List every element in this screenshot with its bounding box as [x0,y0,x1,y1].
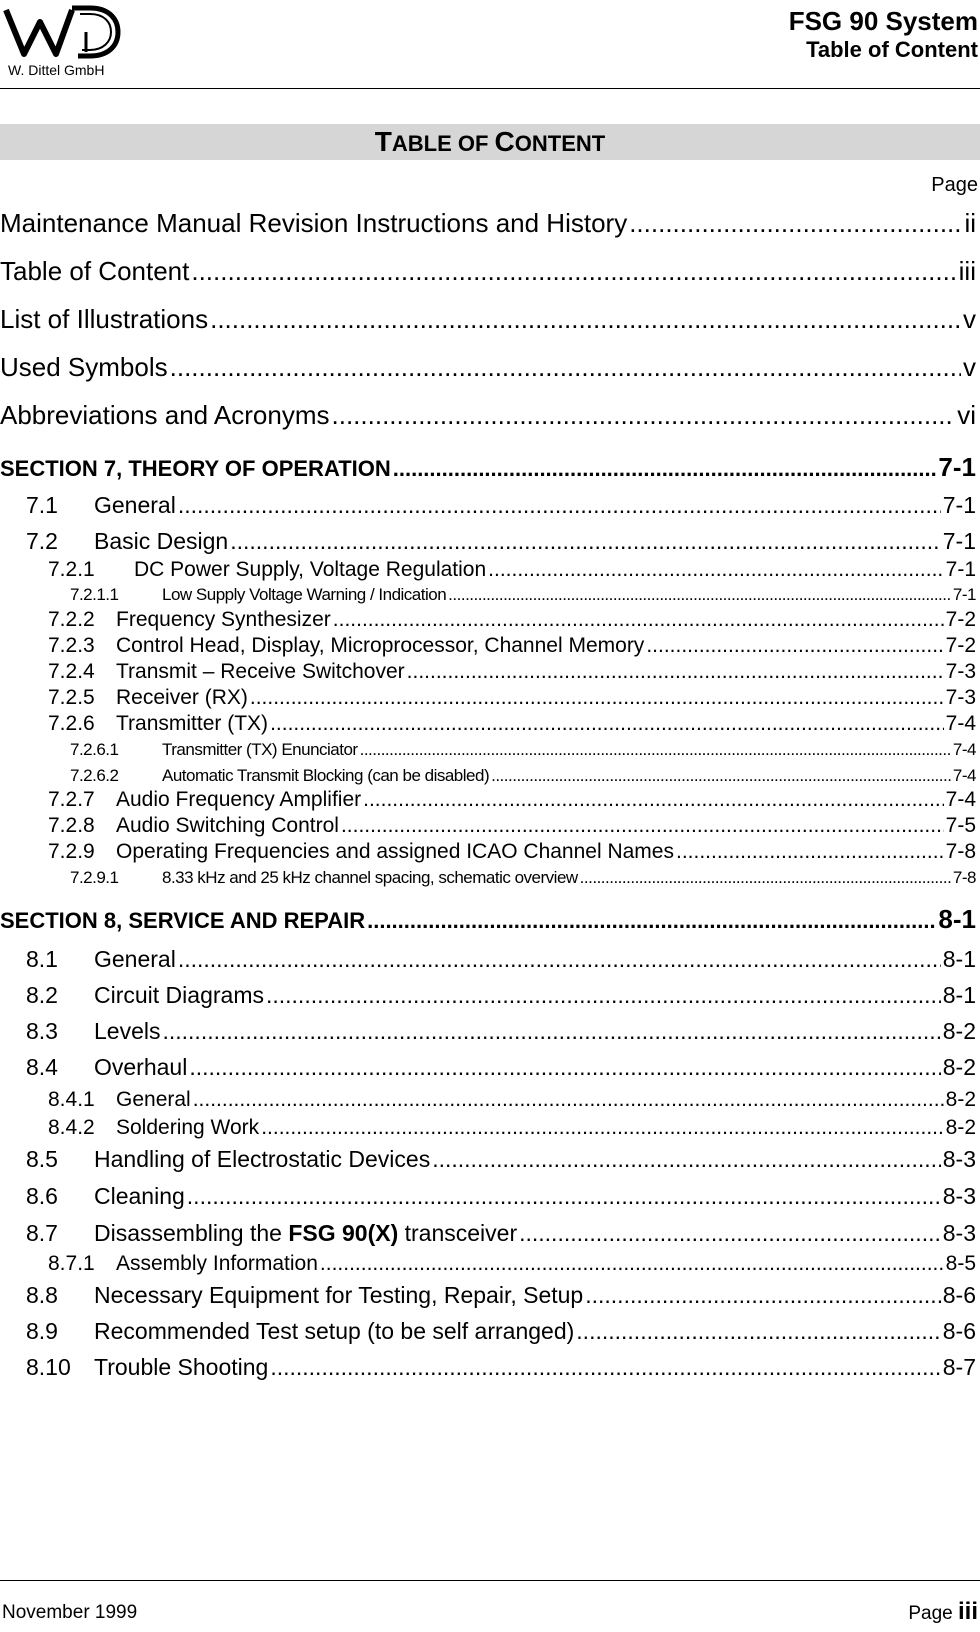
toc-entry[interactable] [48,840,976,864]
toc-leader [191,256,956,287]
toc-entry-page: 7-4 [952,740,976,759]
toc-entry-page: 7-2 [945,634,976,657]
toc-entry[interactable] [48,1116,976,1140]
toc-leader [363,788,944,812]
toc-entry[interactable] [48,660,976,684]
toc-leader [178,492,941,519]
footer-page-value: iii [957,1598,978,1625]
toc-leader [210,304,961,335]
toc-entry-page: iii [958,256,976,286]
toc-entry-title: Operating Frequencies and assigned ICAO Channel Names [116,840,674,863]
company-logo [2,2,122,76]
banner-cap-2: C [494,126,515,157]
toc-entry-page: 7-5 [945,814,976,837]
toc-section-title: SECTION 7, THEORY OF OPERATION [0,456,391,481]
toc-leader [341,814,944,838]
toc-entry[interactable] [0,400,976,434]
toc-entry-title: Overhaul [94,1054,188,1080]
toc-entry-title: Basic Design [94,528,229,554]
toc-entry-page: 8-1 [942,982,976,1008]
toc-entry[interactable] [70,740,976,760]
toc-entry[interactable] [48,788,976,812]
toc-entry-number: 8.4.1 [48,1088,95,1111]
toc-entry-page: 8-3 [942,1146,976,1172]
toc-entry-title: Control Head, Display, Microprocessor, Channel Memory [116,634,645,657]
toc-entry-number: 8.1 [26,946,58,972]
toc-leader [585,1282,941,1309]
toc-entry[interactable] [48,814,976,838]
toc-leader [189,1054,940,1081]
toc-entry-page: 8-2 [942,1054,976,1080]
toc-leader [432,1146,941,1173]
page-header [0,0,980,90]
toc-entry-page: 8-2 [942,1018,976,1044]
toc-entry-page: 8-2 [945,1116,976,1139]
toc-entry-number: 7.2.2 [48,608,95,631]
toc-entry-page: 7-4 [945,712,976,735]
toc-entry-number: 7.2.6.1 [70,740,119,759]
toc-entry[interactable] [70,868,976,888]
toc-entry-title: Maintenance Manual Revision Instructions and History [0,208,628,238]
toc-entry-title: General [94,492,176,518]
toc-entry[interactable] [26,492,976,519]
toc-entry-title: Automatic Transmit Blocking (can be disabled) [162,766,490,785]
toc-entry-title: 8.33 kHz and 25 kHz channel spacing, schematic overview [162,868,578,887]
toc-entry-number: 8.6 [26,1183,58,1209]
toc-leader [187,1183,941,1210]
toc-entry[interactable] [48,634,976,658]
toc-entry-page: 8-6 [942,1318,976,1344]
toc-leader [266,982,941,1009]
wd-logo-icon [2,2,122,62]
toc-entry-number: 7.2.9.1 [70,868,119,887]
toc-entry-number: 8.7 [26,1220,58,1246]
toc-entry-page: 8-6 [942,1282,976,1308]
toc-leader [367,908,936,934]
toc-leader [488,558,943,582]
toc-entry[interactable] [48,558,976,582]
toc-entry-number: 7.2.5 [48,686,95,709]
toc-entry-title: Low Supply Voltage Warning / Indication [162,585,447,604]
footer-date: November 1999 [2,1602,138,1623]
toc-entry-title: Used Symbols [0,352,168,382]
toc-entry-page: 7-1 [952,585,976,604]
toc-entry[interactable] [26,1146,976,1173]
toc-leader [170,352,961,383]
toc-leader [250,686,944,710]
header-divider [0,88,980,89]
toc-leader [333,608,944,632]
toc-entry[interactable] [70,766,976,786]
toc-entry[interactable] [48,1088,976,1112]
toc-leader [629,208,962,239]
toc-title-part: Disassembling the [94,1220,289,1246]
toc-entry-number: 7.2.6 [48,712,95,735]
footer-page-prefix: Page [908,1603,953,1624]
toc-entry-page: 7-3 [945,686,976,709]
toc-entry-page: 7-1 [942,528,976,554]
logo-caption: W. Dittel GmbH [8,62,105,78]
toc-entry-number: 7.2.6.2 [70,766,119,785]
toc-entry-number: 8.4.2 [48,1116,95,1139]
toc-leader [393,456,937,482]
toc-entry-page: 7-8 [945,840,976,863]
toc-entry[interactable] [26,946,976,973]
toc-entry-title: Audio Switching Control [116,814,339,837]
toc-entry-page: 7-4 [945,788,976,811]
toc-entry-number: 8.9 [26,1318,58,1344]
toc-entry[interactable] [48,712,976,736]
toc-entry-title: General [94,946,176,972]
toc-entry[interactable] [26,1054,976,1081]
toc-entry-title: Transmit – Receive Switchover [116,660,405,683]
toc-entry-number: 7.2.4 [48,660,95,683]
toc-entry[interactable] [26,1018,976,1045]
toc-leader [519,1220,941,1247]
toc-entry-number: 8.2 [26,982,58,1008]
toc-leader [360,740,951,760]
toc-entry-number: 7.2.9 [48,840,95,863]
toc-entry[interactable] [26,1220,976,1247]
product-name: FSG 90(X) [288,1220,399,1246]
toc-entry-number: 8.3 [26,1018,58,1044]
toc-entry-title: Necessary Equipment for Testing, Repair, Setup [94,1282,584,1308]
toc-leader [580,868,951,888]
toc-entry-title: DC Power Supply, Voltage Regulation [134,558,487,581]
toc-entry-number: 8.8 [26,1282,58,1308]
toc-entry-page: 8-1 [942,946,976,972]
toc-leader [230,528,941,555]
toc-entry-title: Levels [94,1018,161,1044]
toc-entry-number: 8.10 [26,1354,71,1380]
toc-entry-title: Cleaning [94,1183,185,1209]
toc-leader [270,1354,940,1381]
toc-leader [320,1252,944,1276]
toc-leader [270,712,944,736]
toc-entry-number: 7.2.8 [48,814,95,837]
toc-leader [193,1088,944,1112]
document-title-line2: Table of Content [806,37,978,62]
toc-entry[interactable] [0,304,976,338]
toc-entry[interactable] [26,1282,976,1309]
toc-leader [162,1018,940,1045]
toc-entry-page: v [963,304,976,334]
toc-entry-page: vi [957,400,976,430]
toc-entry[interactable] [70,585,976,605]
toc-entry-title [94,1220,517,1247]
toc-entry[interactable] [26,982,976,1009]
footer-divider [0,1580,980,1581]
toc-entry-page: 7-1 [938,452,976,482]
toc-entry-title: Transmitter (TX) [116,712,269,735]
toc-leader [646,634,943,658]
toc-entry-number: 7.2.7 [48,788,95,811]
toc-leader [448,585,951,605]
footer-page-number [908,1598,978,1626]
toc-entry[interactable] [0,352,976,386]
toc-leader [491,766,951,786]
banner-cap-1: T [374,126,392,157]
toc-entry[interactable] [26,1318,976,1345]
toc-entry-title: Handling of Electrostatic Devices [94,1146,431,1172]
toc-entry-number: 8.5 [26,1146,58,1172]
toc-entry-title: Audio Frequency Amplifier [116,788,362,811]
toc-entry-page: 8-5 [945,1252,976,1275]
document-title-line1: FSG 90 System [788,6,978,36]
toc-section-8[interactable] [0,904,976,935]
toc-entry-page: 8-3 [942,1183,976,1209]
toc-entry-page: 8-2 [945,1088,976,1111]
toc-entry-title: Transmitter (TX) Enunciator [162,740,358,759]
toc-leader [261,1116,943,1140]
toc-entry[interactable] [26,528,976,555]
toc-entry-page: 7-1 [942,492,976,518]
toc-leader [676,840,944,864]
toc-entry-title: Recommended Test setup (to be self arranged) [94,1318,575,1344]
banner-smallcaps-1: ABLE OF [391,131,495,156]
toc-entry-number: 7.2.1.1 [70,585,119,604]
toc-title-part: transceiver [398,1220,518,1246]
toc-entry-title: General [116,1088,191,1111]
toc-entry-number: 7.2.3 [48,634,95,657]
toc-entry-number: 7.2.1 [48,558,95,581]
toc-entry[interactable] [48,1252,976,1276]
toc-leader [407,660,944,684]
toc-entry-title: List of Illustrations [0,304,209,334]
toc-entry-title: Trouble Shooting [94,1354,269,1380]
toc-entry-title: Table of Content [0,256,190,286]
toc-entry[interactable] [0,256,976,290]
toc-entry-number: 8.4 [26,1054,58,1080]
document-title [789,6,978,64]
toc-entry-page: 7-3 [945,660,976,683]
toc-entry-page: 8-7 [942,1354,976,1380]
toc-entry-page: 7-2 [945,608,976,631]
toc-entry-title: Receiver (RX) [116,686,248,709]
toc-leader [576,1318,940,1345]
toc-entry-page: ii [964,208,976,238]
toc-entry-title: Soldering Work [116,1116,260,1139]
toc-entry[interactable] [48,686,976,710]
page-title-banner [0,124,980,160]
toc-entry[interactable] [26,1183,976,1210]
toc-entry[interactable] [0,208,976,242]
toc-leader [178,946,941,973]
toc-entry-title: Abbreviations and Acronyms [0,400,330,430]
toc-entry-number: 7.1 [26,492,58,518]
toc-entry-page: 7-4 [952,766,976,785]
banner-smallcaps-2: ONTENT [514,131,606,156]
toc-entry-page: 8-3 [942,1220,976,1246]
toc-entry[interactable] [48,608,976,632]
toc-leader [332,400,956,431]
toc-entry-title: Circuit Diagrams [94,982,264,1008]
toc-entry-page: 8-1 [938,904,976,934]
toc-section-title: SECTION 8, SERVICE AND REPAIR [0,908,366,933]
toc-entry-number: 8.7.1 [48,1252,95,1275]
toc-entry[interactable] [26,1354,976,1381]
toc-entry-page: v [963,352,976,382]
toc-entry-title: Assembly Information [116,1252,318,1275]
toc-entry-page: 7-1 [945,558,976,581]
toc-entry-page: 7-8 [952,868,976,887]
page-column-label: Page [931,174,978,196]
toc-entry-title: Frequency Synthesizer [116,608,331,631]
toc-entry-number: 7.2 [26,528,58,554]
toc-section-7[interactable] [0,452,976,483]
